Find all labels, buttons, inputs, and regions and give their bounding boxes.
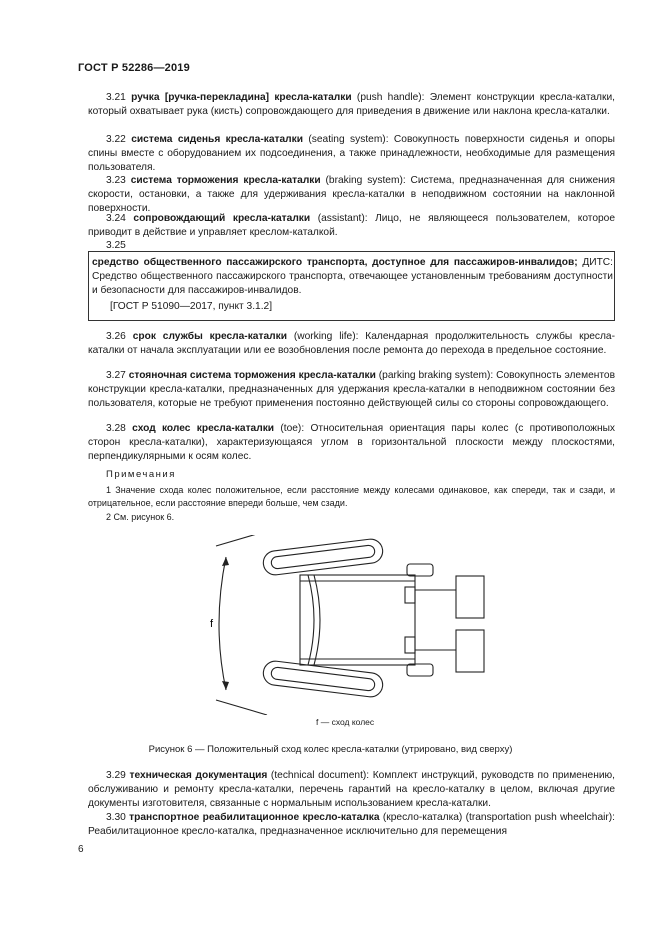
term-definition: (push handle): Элемент конструкции кресла-каталки, который охватывает рука (кисть) сопровождающего для приведения в движение или наклона кресла-каталки. bbox=[88, 92, 615, 117]
term-reference: [ГОСТ Р 51090—2017, пункт 3.1.2] bbox=[110, 301, 273, 312]
wheel-top-inner bbox=[271, 545, 376, 570]
extension-line-top bbox=[216, 535, 267, 546]
term-number: 3.24 bbox=[106, 213, 134, 224]
wheel-bottom-inner bbox=[271, 667, 376, 692]
wheel-top-outer bbox=[262, 538, 384, 576]
term-3-25 bbox=[92, 256, 613, 314]
term-name: срок службы кресла-каталки bbox=[132, 331, 287, 342]
term-definition: (technical document): Комплект инструкций, руководств по применению, обслуживанию и ремонту кресла-каталки, перечень гарантий на кресло-каталку в целом, включая другие документы изготовителя, связанные с нормальным использованием кресла-каталки. bbox=[88, 770, 615, 809]
front-caster-bottom bbox=[407, 664, 433, 676]
term-number: 3.26 bbox=[106, 331, 133, 342]
term-3-26 bbox=[88, 330, 615, 358]
term-name: техническая документация bbox=[129, 770, 268, 781]
term-3-22 bbox=[88, 133, 615, 175]
backrest-line bbox=[308, 575, 314, 665]
term-3-23 bbox=[88, 174, 615, 216]
term-number: 3.21 bbox=[106, 92, 132, 103]
dimension-label: f bbox=[210, 618, 214, 630]
extension-line-bottom bbox=[216, 700, 267, 715]
term-definition: (кресло-каталка) (transportation push wheelchair): Реабилитационное кресло-каталка, предназначенное исключительно для перемещения bbox=[88, 812, 615, 837]
figure-6-wheelchair-toe-diagram bbox=[180, 535, 500, 715]
footrest-top bbox=[456, 576, 484, 618]
term-name: система торможения кресла-каталки bbox=[130, 175, 321, 186]
note-1: 1 Значение схода колес положительное, если расстояние между колесами одинаковое, как спереди, так и сзади, и отрицательное, если расстояние впереди больше, чем сзади. bbox=[88, 485, 615, 508]
term-name: стояночная система торможения кресла-каталки bbox=[128, 370, 376, 381]
figure-caption: Рисунок 6 — Положительный сход колес кресла-каталки (утрировано, вид сверху) bbox=[148, 744, 513, 755]
term-3-27 bbox=[88, 369, 615, 411]
term-3-29 bbox=[88, 769, 615, 811]
footrest-bottom bbox=[456, 630, 484, 672]
term-name: транспортное реабилитационное кресло-каталка bbox=[129, 812, 380, 823]
term-number: 3.28 bbox=[106, 423, 133, 434]
term-name: система сиденья кресла-каталки bbox=[131, 134, 303, 145]
term-definition: (braking system): Система, предназначенная для снижения скорости, остановки, а также для удерживания кресла-каталки в неподвижном состоянии на наклонной поверхности. bbox=[88, 175, 615, 214]
term-number: 3.27 bbox=[106, 370, 129, 381]
term-number: 3.29 bbox=[106, 770, 130, 781]
term-number: 3.30 bbox=[106, 812, 130, 823]
document-header: ГОСТ Р 52286—2019 bbox=[78, 62, 190, 74]
term-definition: (toe): Относительная ориентация пары колес (с противоположных сторон кресла-каталки), характеризующаяся углом в горизонтальной плоскости между плоскостями, перпендикулярными к осям колес. bbox=[88, 423, 615, 462]
dimension-arc bbox=[219, 557, 226, 690]
term-definition: (seating system): Совокупность поверхности сиденья и опоры спины вместе с оборудованием их подсоединения, а также принадлежности, необходимые для размещения пользователя. bbox=[88, 134, 615, 173]
term-number: 3.23 bbox=[106, 175, 131, 186]
term-definition: (assistant): Лицо, не являющееся пользователем, которое приводит в действие и управляет креслом-каталкой. bbox=[88, 213, 615, 238]
term-3-30 bbox=[88, 811, 615, 839]
term-definition: (parking braking system): Совокупность элементов конструкции кресла-каталки, предназначенных для удержания кресла-каталки в неподвижном состоянии без пользователя, которые не требуют применения постоянно действующей силы со стороны сопровождающего. bbox=[88, 370, 615, 409]
term-3-21 bbox=[88, 91, 615, 119]
term-name: сход колес кресла-каталки bbox=[132, 423, 275, 434]
term-number: 3.25 bbox=[106, 240, 126, 251]
term-name: средство общественного пассажирского транспорта, доступное для пассажиров-инвалидов; bbox=[92, 257, 578, 268]
notes-title: Примечания bbox=[106, 469, 176, 480]
figure-legend: f — сход колес bbox=[316, 717, 375, 727]
term-name: ручка [ручка-перекладина] кресла-каталки bbox=[131, 92, 352, 103]
page-number: 6 bbox=[78, 844, 84, 855]
term-definition: ДИТС: Средство общественного пассажирского транспорта, отвечающее установленным требованиям доступности и безопасности для пассажиров-инвалидов. bbox=[92, 257, 613, 296]
term-number: 3.22 bbox=[106, 134, 132, 145]
term-definition: (working life): Календарная продолжительность службы кресла-каталки от начала эксплуатации или ее возобновления после ремонта до перехода в предельное состояние. bbox=[88, 331, 615, 356]
term-3-28 bbox=[88, 422, 615, 464]
front-caster-top bbox=[407, 564, 433, 576]
term-3-24 bbox=[88, 212, 615, 240]
term-name: сопровождающий кресла-каталки bbox=[133, 213, 311, 224]
note-2: 2 См. рисунок 6. bbox=[106, 512, 175, 522]
